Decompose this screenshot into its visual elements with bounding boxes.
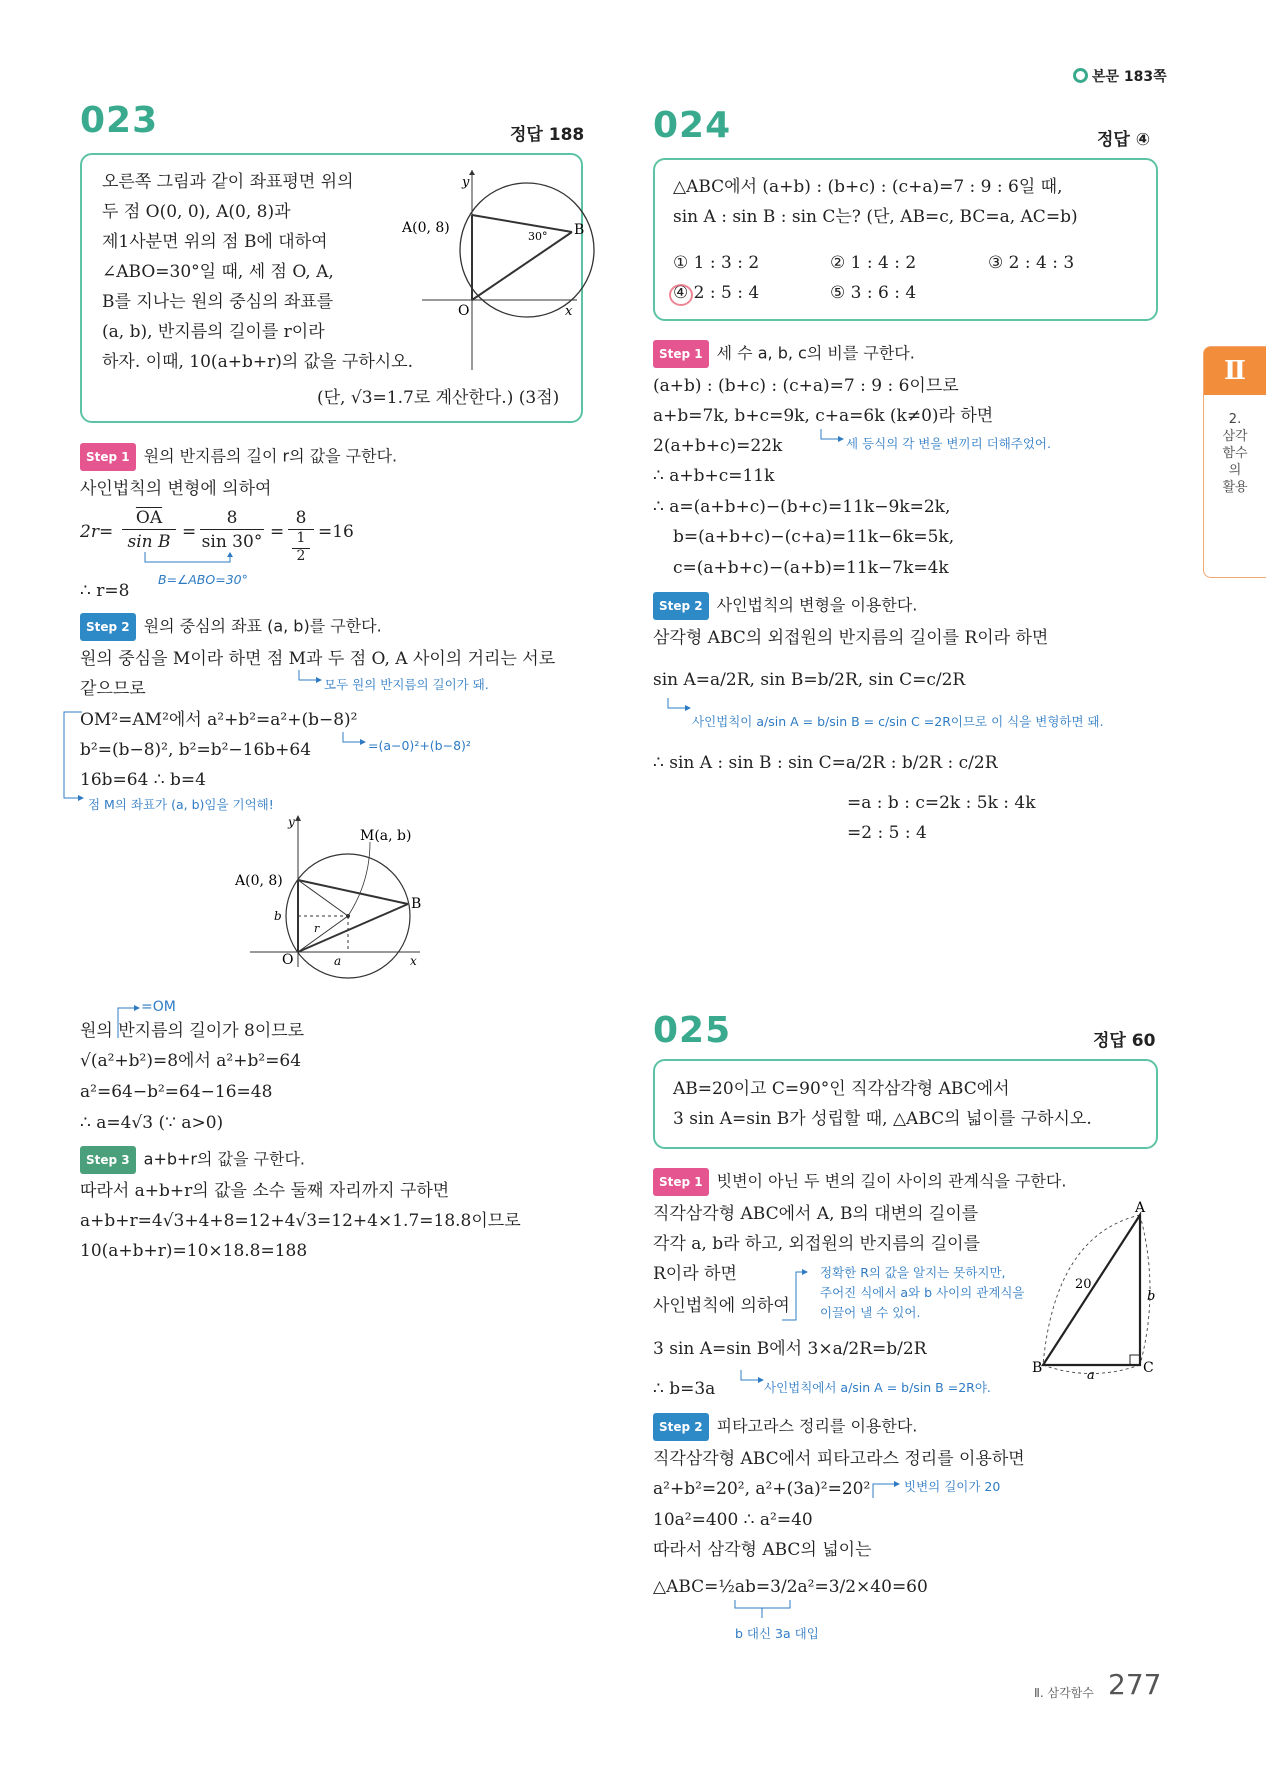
q025-s1-note: 이끌어 낼 수 있어.	[820, 1305, 921, 1320]
q024-s2-line: 삼각형 ABC의 외접원의 반지름의 길이를 R이라 하면	[653, 628, 1049, 648]
y-axis-arrow-icon	[295, 815, 301, 821]
note-arrow	[665, 698, 695, 718]
q023-s3-line: 따라서 a+b+r의 값을 소수 둘째 자리까지 구하면	[80, 1181, 450, 1201]
q023-problem-line: 제1사분면 위의 점 B에 대하여	[102, 232, 328, 252]
q025-s2-line: 직각삼각형 ABC에서 피타고라스 정리를 이용하면	[653, 1449, 1025, 1469]
circumcircle	[460, 183, 594, 317]
q024-problem-line: sin A : sin B : sin C는? (단, AB=c, BC=a, AC=b)	[673, 207, 1078, 227]
vertex-C: C	[1143, 1360, 1154, 1376]
pointer-M	[348, 842, 370, 916]
q025-s1-note: 주어진 식에서 a와 b 사이의 관계식을	[820, 1285, 1025, 1300]
eq-num: $\overline{OA}$	[135, 508, 163, 528]
q025-triangle-figure	[1025, 1200, 1165, 1383]
vertex-A: A	[1135, 1200, 1146, 1216]
note-arrow	[340, 732, 370, 752]
q023-s3-line: a+b+r=4√3+4+8=12+4√3=12+4×1.7=18.8이므로	[80, 1211, 521, 1231]
q023-s1-equation	[80, 508, 440, 568]
q024-s1-line: ∴ a=(a+b+c)−(b+c)=11k−9k=2k,	[653, 497, 951, 517]
step2-badge: Step 2	[653, 1413, 709, 1441]
side-tab-label: 2. 삼각함수의 활용	[1222, 412, 1248, 495]
side-tab-roman: Ⅱ	[1204, 347, 1266, 395]
hypotenuse-label: 20	[1075, 1277, 1092, 1292]
note-arrow	[870, 1478, 904, 1502]
page-reference: 본문 183쪽	[1073, 66, 1167, 86]
b-label: b	[274, 909, 282, 923]
q023-problem-line: B를 지나는 원의 중심의 좌표를	[102, 292, 334, 312]
eq-den: sin B	[127, 532, 171, 552]
q025-problem-line: AB=20이고 C=90°인 직각삼각형 ABC에서	[673, 1079, 1010, 1099]
q023-s1-result: ∴ r=8	[80, 581, 130, 601]
eq-den: sin 30°	[201, 532, 263, 552]
choice-5[interactable]: ⑤ 3 : 6 : 4	[830, 283, 917, 303]
y-axis-label: y	[462, 175, 470, 190]
q023-problem-line: 하자. 이때, 10(a+b+r)의 값을 구하시오.	[102, 352, 413, 372]
eq-sign: =	[270, 522, 285, 542]
q024-step2	[653, 592, 917, 620]
q024-s1-note: 세 등식의 각 변을 변끼리 더해주었어.	[846, 436, 1051, 451]
q023-circle-figure	[372, 170, 585, 375]
q025-s1-line: R이라 하면	[653, 1264, 737, 1284]
q023-number: 023	[80, 100, 159, 141]
eq-num: 8	[226, 508, 238, 528]
page-number: 277	[1108, 1668, 1162, 1701]
q025-s1-line: ∴ b=3a	[653, 1379, 716, 1399]
q023-condition: (단, √3=1.7로 계산한다.) (3점)	[317, 388, 560, 408]
side-a-label: a	[1087, 1368, 1095, 1383]
q025-number: 025	[653, 1010, 732, 1051]
step2-title: 원의 중심의 좌표 (a, b)를 구한다.	[143, 616, 382, 636]
q024-s1-line: a+b=7k, b+c=9k, c+a=6k (k≠0)라 하면	[653, 406, 994, 426]
choice-2[interactable]: ② 1 : 4 : 2	[830, 253, 917, 273]
segment-AB	[472, 215, 572, 232]
point-B-label: B	[574, 222, 585, 238]
step1-title: 빗변이 아닌 두 변의 길이 사이의 관계식을 구한다.	[716, 1171, 1067, 1191]
q025-answer: 정답 60	[1093, 1031, 1156, 1051]
note-arrow	[296, 670, 326, 690]
q023-s2-line: 원의 반지름의 길이가 8이므로	[80, 1021, 305, 1041]
r-label: r	[314, 922, 320, 935]
q025-s1-line: 사인법칙에 의하여	[653, 1296, 790, 1316]
right-angle-mark	[1130, 1355, 1140, 1365]
vertex-B: B	[1032, 1360, 1043, 1376]
origin-label: O	[458, 303, 470, 319]
point-A-label: A(0, 8)	[402, 220, 450, 236]
q023-problem-box	[80, 153, 583, 423]
q025-step1	[653, 1168, 1066, 1196]
note-arrow	[818, 429, 848, 449]
x-axis-label: x	[565, 304, 573, 319]
q025-s2-note: 빗변의 길이가 20	[904, 1479, 1001, 1494]
q024-s2-equation: ∴ sin A : sin B : sin C=a/2R : b/2R : c/2R	[653, 753, 998, 773]
note-bracket	[780, 1264, 810, 1324]
side-b-label: b	[1147, 1289, 1156, 1304]
q025-s2-note: b 대신 3a 대입	[735, 1626, 819, 1641]
step2-badge: Step 2	[80, 613, 136, 641]
step3-badge: Step 3	[80, 1146, 136, 1174]
q025-s1-note: 사인법칙에서 a/sin A = b/sin B =2R야.	[764, 1380, 991, 1395]
choice-4[interactable]: ④ 2 : 5 : 4	[673, 283, 760, 303]
point-B-label: B	[411, 896, 422, 912]
q025-s1-line: 직각삼각형 ABC에서 A, B의 대변의 길이를	[653, 1204, 979, 1224]
q023-s1-line: 사인법칙의 변형에 의하여	[80, 479, 272, 499]
q023-answer: 정답 188	[510, 125, 585, 145]
q023-problem-line: 두 점 O(0, 0), A(0, 8)과	[102, 202, 291, 222]
q024-s2-note: 사인법칙이 a/sin A = b/sin B = c/sin C =2R이므로 이 식을 변형하면 돼.	[692, 714, 1104, 729]
x-axis-label: x	[410, 954, 417, 968]
q023-s2-line: b²=(b−8)², b²=b²−16b+64	[80, 740, 312, 760]
q023-s2-line: 16b=64 ∴ b=4	[80, 770, 206, 790]
q025-problem-line: 3 sin A=sin B가 성립할 때, △ABC의 넓이를 구하시오.	[673, 1109, 1092, 1129]
q023-s3-line: 10(a+b+r)=10×18.8=188	[80, 1241, 308, 1261]
q024-s1-line: b=(a+b+c)−(c+a)=11k−6k=5k,	[673, 527, 955, 547]
y-axis-label: y	[288, 815, 295, 829]
step1-badge: Step 1	[80, 443, 136, 471]
q025-problem-box	[653, 1059, 1158, 1149]
eq-num: 8	[295, 508, 307, 528]
bracket-arrow	[140, 552, 250, 570]
footer-chapter: Ⅱ. 삼각함수	[1034, 1686, 1094, 1700]
step1-badge: Step 1	[653, 1168, 709, 1196]
q024-s2-equation: sin A=a/2R, sin B=b/2R, sin C=c/2R	[653, 670, 966, 690]
point-M	[346, 914, 350, 918]
eq-lhs: 2r=	[80, 522, 114, 542]
q024-problem-box	[653, 158, 1158, 321]
bracket-arrow	[730, 1600, 810, 1620]
choice-3[interactable]: ③ 2 : 4 : 3	[988, 253, 1075, 273]
y-axis-arrow-icon	[469, 170, 475, 175]
q023-step2	[80, 613, 382, 641]
q023-s2-line: a²=64−b²=64−16=48	[80, 1082, 273, 1102]
step2-title: 사인법칙의 변형을 이용한다.	[716, 595, 918, 615]
q023-s2-line: 원의 중심을 M이라 하면 점 M과 두 점 O, A 사이의 거리는 서로	[80, 649, 556, 669]
q025-step2	[653, 1413, 917, 1441]
q025-s1-note: 정확한 R의 값을 알지는 못하지만,	[820, 1265, 1006, 1280]
step1-badge: Step 1	[653, 340, 709, 368]
chapter-side-tab[interactable]	[1203, 346, 1266, 578]
q025-s2-line: 10a²=400 ∴ a²=40	[653, 1510, 813, 1530]
eq-sign: =	[182, 522, 197, 542]
choice-1[interactable]: ① 1 : 3 : 2	[673, 253, 760, 273]
step3-title: a+b+r의 값을 구한다.	[143, 1149, 305, 1169]
point-A-label: A(0, 8)	[235, 873, 283, 889]
eq-den: 2	[296, 548, 306, 564]
q023-s2-line: √(a²+b²)=8에서 a²+b²=64	[80, 1051, 302, 1071]
angle-label: 30°	[528, 230, 548, 243]
q024-s2-equation: =2 : 5 : 4	[847, 823, 927, 843]
q023-step3	[80, 1146, 305, 1174]
q025-s2-equation: △ABC=½ab=3/2a²=3/2×40=60	[653, 1577, 928, 1597]
q024-s1-line: 2(a+b+c)=22k	[653, 436, 783, 456]
q023-s2-note: 모두 원의 반지름의 길이가 돼.	[324, 677, 489, 692]
eq-den: 1	[296, 530, 306, 546]
q023-s2-note: 점 M의 좌표가 (a, b)임을 기억해!	[88, 797, 274, 812]
q024-answer: 정답 ④	[1097, 130, 1151, 150]
q024-problem-line: △ABC에서 (a+b) : (b+c) : (c+a)=7 : 9 : 6일 때,	[673, 177, 1063, 197]
step2-title: 피타고라스 정리를 이용한다.	[716, 1416, 918, 1436]
checkmark-icon	[669, 284, 693, 306]
point-M-label: M(a, b)	[360, 828, 412, 844]
q025-s1-line: 각각 a, b라 하고, 외접원의 반지름의 길이를	[653, 1234, 980, 1254]
q023-problem-line: (a, b), 반지름의 길이를 r이라	[102, 322, 325, 342]
origin-label: O	[282, 952, 294, 968]
q023-center-figure	[230, 812, 430, 972]
step1-title: 세 수 a, b, c의 비를 구한다.	[716, 343, 915, 363]
q025-s1-line: 3 sin A=sin B에서 3×a/2R=b/2R	[653, 1339, 927, 1359]
q023-step1	[80, 443, 397, 471]
q023-problem-line: 오른쪽 그림과 같이 좌표평면 위의	[102, 172, 354, 192]
step1-title: 원의 반지름의 길이 r의 값을 구한다.	[143, 446, 398, 466]
q023-s2-line: ∴ a=4√3 (∵ a>0)	[80, 1113, 224, 1133]
q023-s2-line: 같으므로	[80, 679, 146, 699]
circle-marker-icon	[1073, 68, 1088, 83]
q023-problem-line: ∠ABO=30°일 때, 세 점 O, A,	[102, 262, 334, 282]
q025-s2-line: 따라서 삼각형 ABC의 넓이는	[653, 1540, 872, 1560]
q024-s1-line: ∴ a+b+c=11k	[653, 466, 775, 486]
q023-s1-note: B=∠ABO=30°	[158, 572, 248, 587]
q023-s2-line: OM²=AM²에서 a²+b²=a²+(b−8)²	[80, 710, 358, 730]
q024-s2-equation: =a : b : c=2k : 5k : 4k	[847, 793, 1036, 813]
segment-OB	[472, 232, 572, 300]
eq-result: =16	[318, 522, 354, 542]
q025-s2-line: a²+b²=20², a²+(3a)²=20²	[653, 1479, 871, 1499]
q023-s2-note: =OM	[141, 999, 176, 1015]
a-label: a	[334, 954, 342, 968]
q024-step1	[653, 340, 915, 368]
q024-s1-line: (a+b) : (b+c) : (c+a)=7 : 9 : 6이므로	[653, 376, 959, 396]
q023-s2-note: =(a−0)²+(b−8)²	[368, 738, 471, 753]
q024-s1-line: c=(a+b+c)−(a+b)=11k−7k=4k	[673, 558, 949, 578]
step2-badge: Step 2	[653, 592, 709, 620]
q024-number: 024	[653, 105, 732, 146]
